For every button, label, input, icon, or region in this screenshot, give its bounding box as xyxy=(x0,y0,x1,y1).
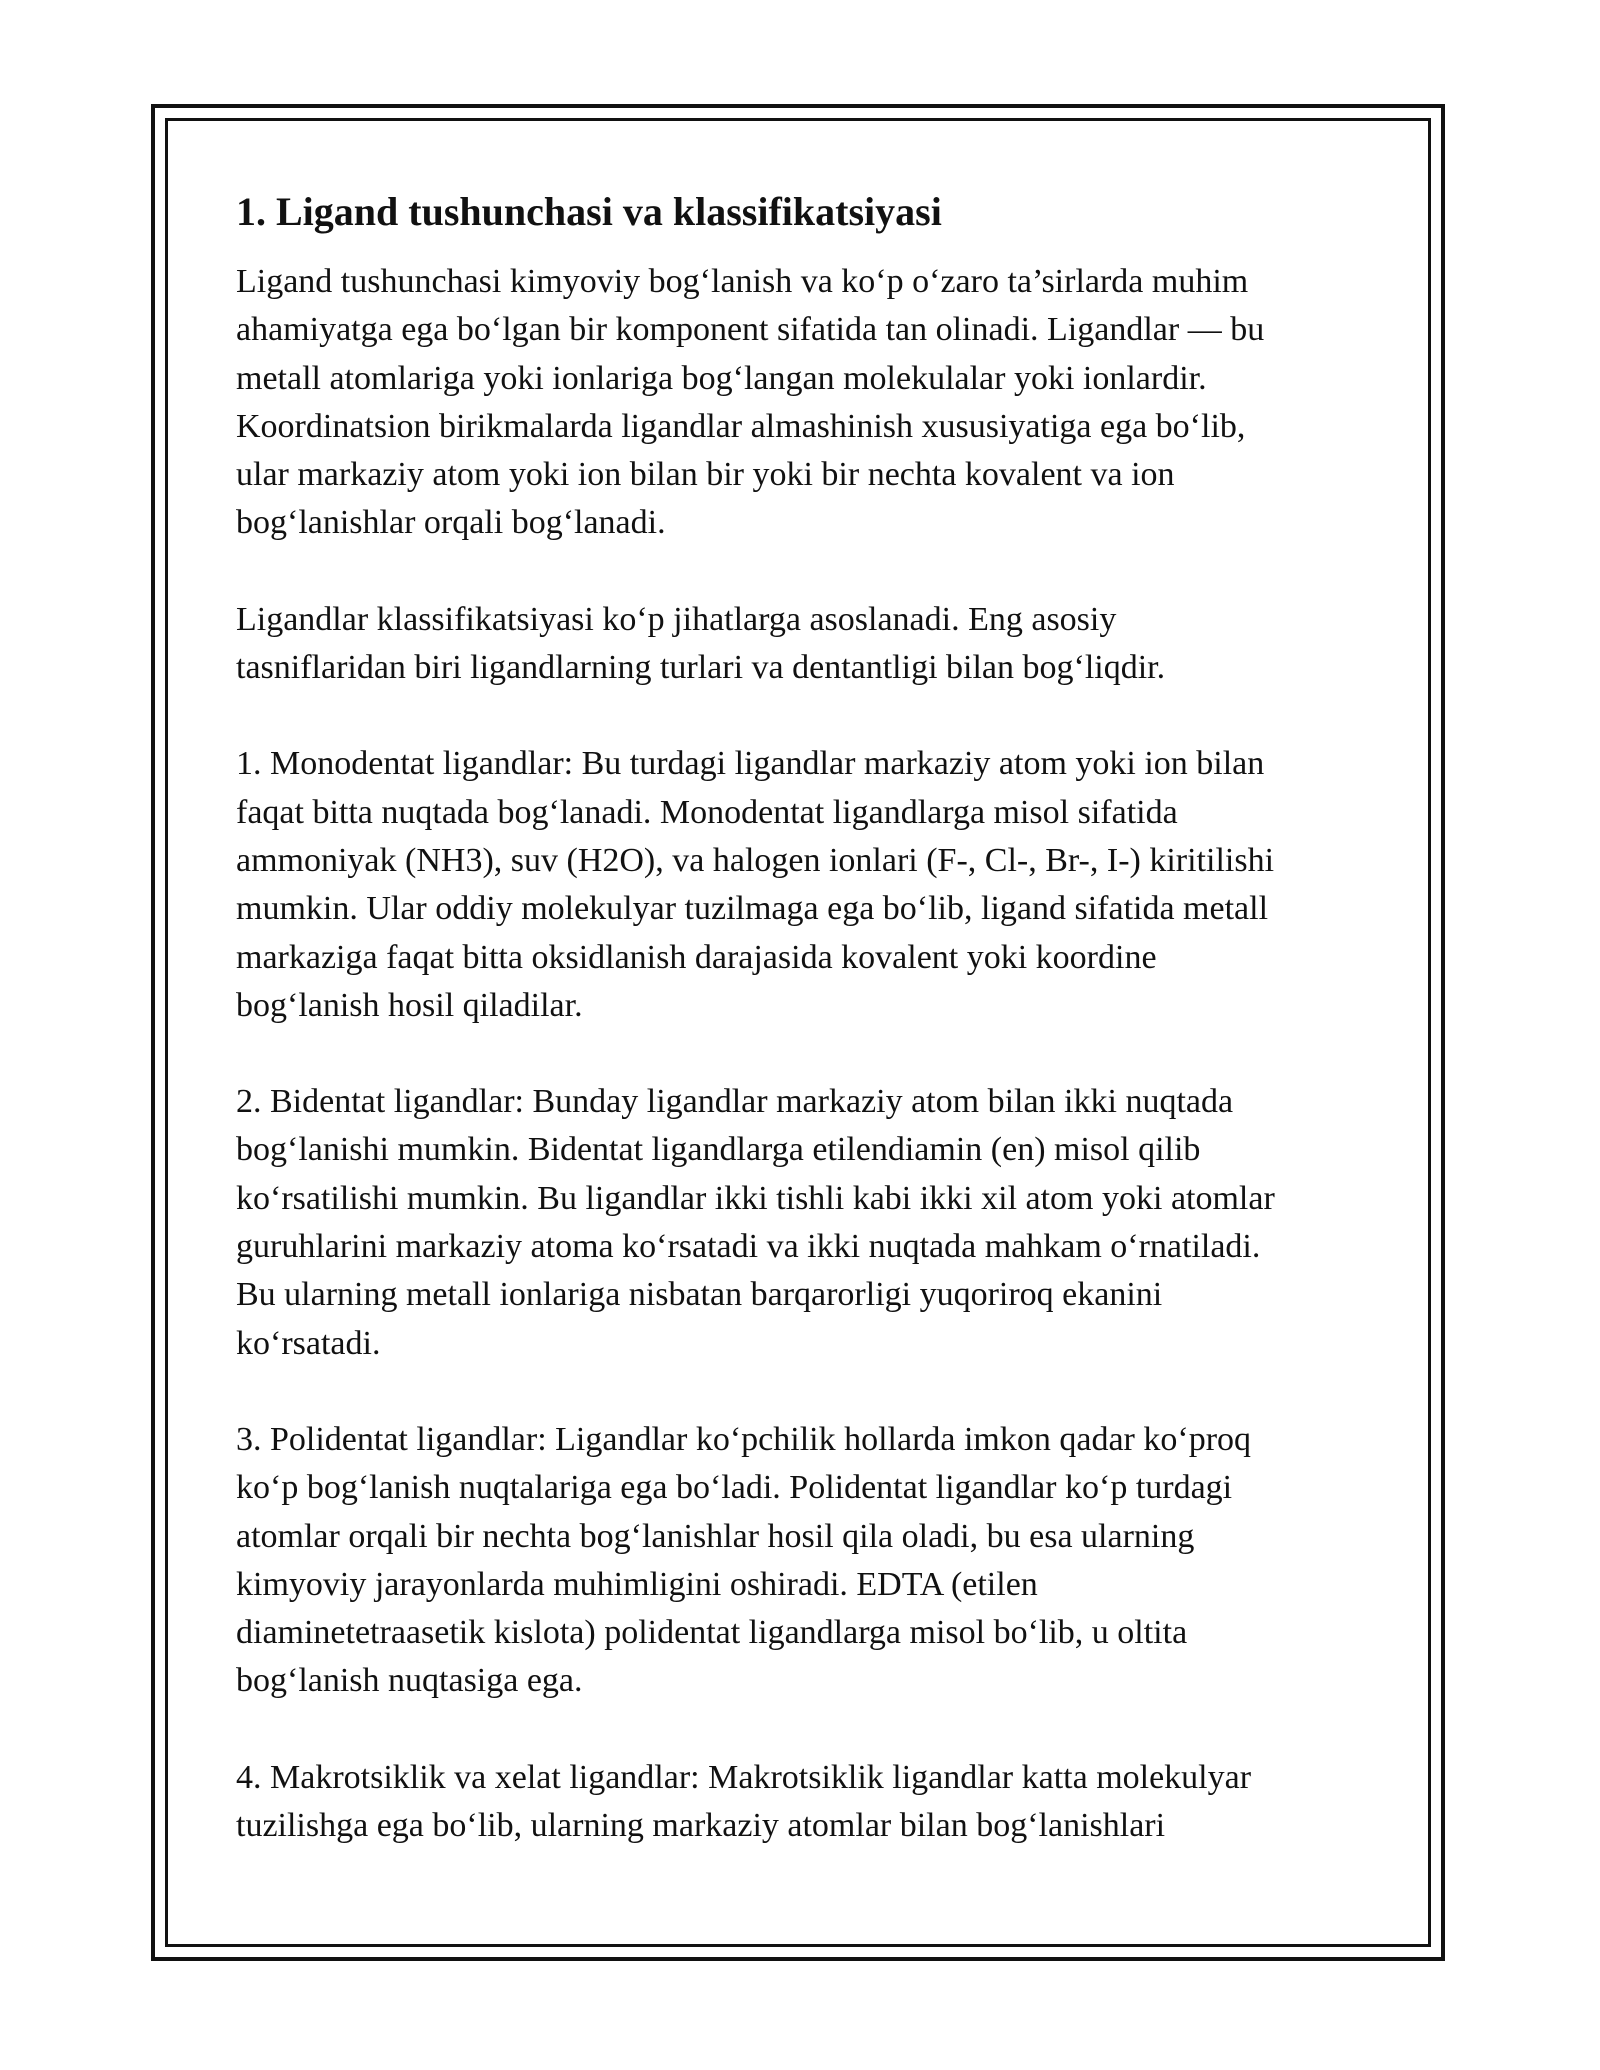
text-line: 2. Bidentat ligandlar: Bunday ligandlar markaziy atom bilan ikki nuqtada xyxy=(236,1083,1234,1121)
text-line: diaminetetraasetik kislota) polidentat ligandlarga misol bo‘lib, u oltita xyxy=(236,1614,1188,1652)
text-line: Ligand tushunchasi kimyoviy bog‘lanish va ko‘p o‘zaro ta’sirlarda muhim xyxy=(236,263,1249,300)
text-line: ammoniyak (NH3), suv (H2O), va halogen ionlari (F-, Cl-, Br-, I-) kiritilishi xyxy=(236,841,1275,879)
text-line: 3. Polidentat ligandlar: Ligandlar ko‘pchilik hollarda imkon qadar ko‘proq xyxy=(236,1420,1252,1458)
text-line: faqat bitta nuqtada bog‘lanadi. Monodentat ligandlarga misol sifatida xyxy=(236,793,1178,831)
text-line: 1. Monodentat ligandlar: Bu turdagi ligandlar markaziy atom yoki ion bilan xyxy=(236,745,1265,783)
text-line: ular markaziy atom yoki ion bilan bir yoki bir nechta kovalent va ion xyxy=(236,456,1175,494)
paragraph-monodentate xyxy=(236,740,1366,1030)
text-line: bog‘lanishlar orqali bog‘lanadi. xyxy=(236,504,666,542)
text-line: metall atomlariga yoki ionlariga bog‘langan molekulalar yoki ionlardir. xyxy=(236,359,1207,397)
text-line: tasniflaridan biri ligandlarning turlari va dentantligi bilan bog‘liqdir. xyxy=(236,649,1166,687)
text-line: ko‘rsatilishi mumkin. Bu ligandlar ikki tishli kabi ikki xil atom yoki atomlar xyxy=(236,1179,1275,1217)
text-line: bog‘lanish nuqtasiga ega. xyxy=(236,1662,583,1700)
document-body xyxy=(236,186,1366,1898)
text-line: Ligandlar klassifikatsiyasi ko‘p jihatlarga asoslanadi. Eng asosiy xyxy=(236,600,1117,638)
paragraph-polydentate xyxy=(236,1416,1366,1706)
text-line: markaziga faqat bitta oksidlanish darajasida kovalent yoki koordine xyxy=(236,938,1157,976)
text-line: atomlar orqali bir nechta bog‘lanishlar hosil qila oladi, bu esa ularning xyxy=(236,1517,1195,1555)
text-line: mumkin. Ular oddiy molekulyar tuzilmaga ega bo‘lib, ligand sifatida metall xyxy=(236,890,1269,928)
text-line: ko‘p bog‘lanish nuqtalariga ega bo‘ladi. Polidentat ligandlar ko‘p turdagi xyxy=(236,1469,1233,1507)
text-line: ko‘rsatadi. xyxy=(236,1324,381,1362)
paragraph-macrocyclic xyxy=(236,1754,1366,1851)
paragraph-ligand-definition xyxy=(236,258,1366,548)
text-line: Koordinatsion birikmalarda ligandlar almashinish xususiyatiga ega bo‘lib, xyxy=(236,407,1246,445)
text-line: bog‘lanishi mumkin. Bidentat ligandlarga etilendiamin (en) misol qilib xyxy=(236,1131,1201,1169)
text-line: 4. Makrotsiklik va xelat ligandlar: Makrotsiklik ligandlar katta molekulyar xyxy=(236,1758,1252,1796)
paragraph-bidentate xyxy=(236,1078,1366,1368)
text-line: ahamiyatga ega bo‘lgan bir komponent sifatida tan olinadi. Ligandlar — bu xyxy=(236,311,1265,349)
text-line: guruhlarini markaziy atoma ko‘rsatadi va ikki nuqtada mahkam o‘rnatiladi. xyxy=(236,1228,1261,1266)
text-line: kimyoviy jarayonlarda muhimligini oshiradi. EDTA (etilen xyxy=(236,1565,1038,1603)
text-line: bog‘lanish hosil qiladilar. xyxy=(236,986,583,1024)
text-line: tuzilishga ega bo‘lib, ularning markaziy atomlar bilan bog‘lanishlari xyxy=(236,1807,1166,1845)
text-line: Bu ularning metall ionlariga nisbatan barqarorligi yuqoriroq ekanini xyxy=(236,1276,1163,1314)
section-title: 1. Ligand tushunchasi va klassifikatsiyasi xyxy=(236,189,942,234)
paragraph-classification-intro xyxy=(236,596,1366,693)
